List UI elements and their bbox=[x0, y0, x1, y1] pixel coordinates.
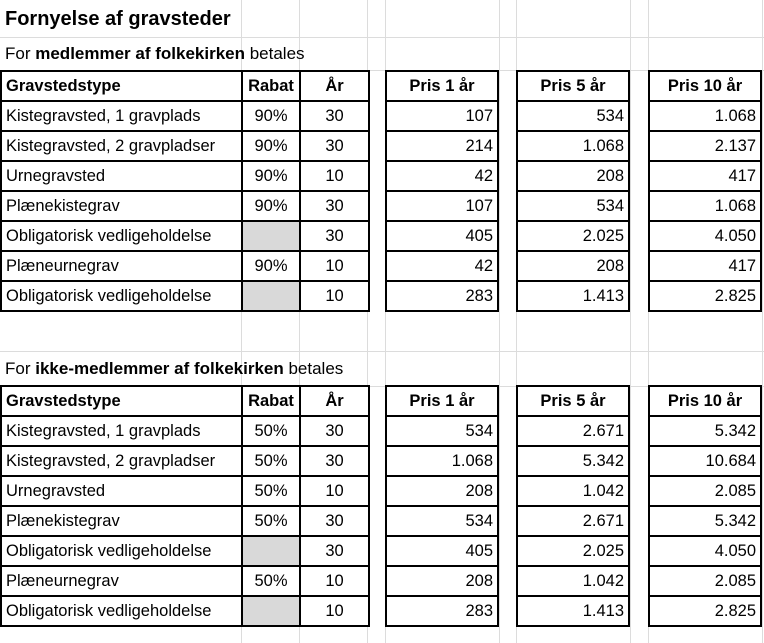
table-header-row bbox=[649, 386, 761, 416]
table-header-row bbox=[1, 386, 369, 416]
cell-years[interactable]: 30 bbox=[300, 506, 369, 536]
cell-price[interactable]: 2.671 bbox=[517, 416, 629, 446]
cell-price[interactable]: 2.025 bbox=[517, 536, 629, 566]
cell-price[interactable]: 283 bbox=[386, 596, 498, 626]
table-row bbox=[649, 251, 761, 281]
cell-years[interactable]: 10 bbox=[300, 251, 369, 281]
cell-price[interactable]: 2.137 bbox=[649, 131, 761, 161]
table-header-row bbox=[1, 71, 369, 101]
cell-grave-type[interactable]: Obligatorisk vedligeholdelse bbox=[1, 221, 242, 251]
table-row bbox=[1, 221, 369, 251]
table-row bbox=[649, 536, 761, 566]
price-table bbox=[516, 385, 630, 627]
table-row bbox=[1, 101, 369, 131]
table-row bbox=[1, 506, 369, 536]
table-row bbox=[649, 596, 761, 626]
cell-price[interactable]: 417 bbox=[649, 161, 761, 191]
section-intro-non-members bbox=[5, 353, 343, 385]
cell-discount[interactable]: 90% bbox=[242, 251, 300, 281]
cell-years[interactable]: 30 bbox=[300, 191, 369, 221]
cell-discount[interactable]: 50% bbox=[242, 416, 300, 446]
cell-price[interactable]: 5.342 bbox=[649, 416, 761, 446]
cell-discount[interactable]: 50% bbox=[242, 506, 300, 536]
cell-grave-type[interactable]: Obligatorisk vedligeholdelse bbox=[1, 596, 242, 626]
cell-price[interactable]: 1.068 bbox=[517, 131, 629, 161]
table-row bbox=[386, 131, 498, 161]
table-row bbox=[386, 191, 498, 221]
table-header-row bbox=[649, 71, 761, 101]
header-price: Pris 1 år bbox=[386, 386, 498, 416]
cell-price[interactable]: 1.042 bbox=[517, 476, 629, 506]
cell-price[interactable]: 5.342 bbox=[517, 446, 629, 476]
price-table bbox=[648, 385, 762, 627]
grid-line bbox=[762, 0, 763, 643]
intro-emphasis: medlemmer af folkekirken bbox=[35, 44, 245, 63]
price-table bbox=[385, 385, 499, 627]
table-header-row bbox=[517, 71, 629, 101]
cell-price[interactable]: 208 bbox=[386, 566, 498, 596]
header-price: Pris 10 år bbox=[649, 71, 761, 101]
cell-price[interactable]: 4.050 bbox=[649, 536, 761, 566]
table-row bbox=[1, 131, 369, 161]
cell-price[interactable]: 42 bbox=[386, 251, 498, 281]
cell-discount[interactable]: 90% bbox=[242, 131, 300, 161]
table-row bbox=[649, 101, 761, 131]
header-price: Pris 5 år bbox=[517, 71, 629, 101]
header-discount: Rabat bbox=[242, 386, 300, 416]
cell-price[interactable]: 534 bbox=[386, 416, 498, 446]
cell-price[interactable]: 2.085 bbox=[649, 566, 761, 596]
table-row bbox=[386, 251, 498, 281]
cell-price[interactable]: 283 bbox=[386, 281, 498, 311]
cell-price[interactable]: 1.042 bbox=[517, 566, 629, 596]
cell-discount[interactable] bbox=[242, 536, 300, 566]
cell-years[interactable]: 30 bbox=[300, 221, 369, 251]
cell-years[interactable]: 10 bbox=[300, 596, 369, 626]
cell-grave-type[interactable]: Obligatorisk vedligeholdelse bbox=[1, 536, 242, 566]
cell-price[interactable]: 107 bbox=[386, 101, 498, 131]
section-intro-members bbox=[5, 38, 305, 70]
table-row bbox=[1, 446, 369, 476]
cell-years[interactable]: 10 bbox=[300, 566, 369, 596]
table-row bbox=[649, 446, 761, 476]
cell-discount[interactable]: 90% bbox=[242, 101, 300, 131]
cell-grave-type[interactable]: Kistegravsted, 2 gravpladser bbox=[1, 446, 242, 476]
table-row bbox=[649, 566, 761, 596]
table-row bbox=[386, 536, 498, 566]
table-row bbox=[517, 446, 629, 476]
table-row bbox=[517, 191, 629, 221]
table-row bbox=[386, 161, 498, 191]
cell-discount[interactable] bbox=[242, 596, 300, 626]
grid-line bbox=[630, 0, 631, 643]
table-row bbox=[386, 596, 498, 626]
cell-price[interactable]: 208 bbox=[517, 161, 629, 191]
cell-grave-type[interactable]: Kistegravsted, 1 gravplads bbox=[1, 101, 242, 131]
table-row bbox=[517, 251, 629, 281]
intro-text: For bbox=[5, 359, 36, 378]
intro-text: betales bbox=[245, 44, 305, 63]
table-row bbox=[386, 221, 498, 251]
cell-discount[interactable]: 90% bbox=[242, 191, 300, 221]
table-row bbox=[386, 476, 498, 506]
table-row bbox=[1, 161, 369, 191]
cell-years[interactable]: 10 bbox=[300, 161, 369, 191]
intro-text: betales bbox=[283, 359, 344, 378]
cell-discount[interactable]: 50% bbox=[242, 566, 300, 596]
price-table bbox=[516, 70, 630, 312]
cell-years[interactable]: 30 bbox=[300, 416, 369, 446]
cell-price[interactable]: 5.342 bbox=[649, 506, 761, 536]
cell-price[interactable]: 2.085 bbox=[649, 476, 761, 506]
intro-text: For bbox=[5, 44, 36, 63]
cell-price[interactable]: 42 bbox=[386, 161, 498, 191]
table-row bbox=[649, 506, 761, 536]
page-title: Fornyelse af gravsteder bbox=[5, 8, 231, 30]
cell-price[interactable]: 2.025 bbox=[517, 221, 629, 251]
cell-years[interactable]: 30 bbox=[300, 536, 369, 566]
table-row bbox=[517, 416, 629, 446]
table-row bbox=[517, 281, 629, 311]
cell-grave-type[interactable]: Kistegravsted, 1 gravplads bbox=[1, 416, 242, 446]
cell-price[interactable]: 107 bbox=[386, 191, 498, 221]
table-row bbox=[649, 161, 761, 191]
table-row bbox=[517, 221, 629, 251]
cell-grave-type[interactable]: Plæneurnegrav bbox=[1, 251, 242, 281]
cell-grave-type[interactable]: Kistegravsted, 2 gravpladser bbox=[1, 131, 242, 161]
cell-years[interactable]: 10 bbox=[300, 281, 369, 311]
table-row bbox=[1, 596, 369, 626]
header-price: Pris 10 år bbox=[649, 386, 761, 416]
table-row bbox=[1, 566, 369, 596]
grave-type-table bbox=[0, 385, 370, 627]
cell-price[interactable]: 534 bbox=[517, 191, 629, 221]
cell-years[interactable]: 10 bbox=[300, 476, 369, 506]
price-table bbox=[648, 70, 762, 312]
table-row bbox=[386, 281, 498, 311]
table-row bbox=[517, 566, 629, 596]
table-row bbox=[517, 536, 629, 566]
cell-price[interactable]: 208 bbox=[386, 476, 498, 506]
cell-price[interactable]: 208 bbox=[517, 251, 629, 281]
header-price: Pris 5 år bbox=[517, 386, 629, 416]
table-row bbox=[649, 416, 761, 446]
table-row bbox=[517, 476, 629, 506]
cell-discount[interactable]: 50% bbox=[242, 476, 300, 506]
table-row bbox=[517, 131, 629, 161]
table-row bbox=[386, 416, 498, 446]
table-row bbox=[386, 446, 498, 476]
cell-price[interactable]: 405 bbox=[386, 221, 498, 251]
cell-grave-type[interactable]: Urnegravsted bbox=[1, 161, 242, 191]
cell-price[interactable]: 417 bbox=[649, 251, 761, 281]
header-grave-type: Gravstedstype bbox=[1, 71, 242, 101]
table-row bbox=[386, 101, 498, 131]
table-row bbox=[649, 221, 761, 251]
cell-price[interactable]: 214 bbox=[386, 131, 498, 161]
table-row bbox=[1, 191, 369, 221]
table-row bbox=[386, 506, 498, 536]
cell-years[interactable]: 30 bbox=[300, 101, 369, 131]
table-row bbox=[1, 536, 369, 566]
cell-discount[interactable] bbox=[242, 281, 300, 311]
cell-price[interactable]: 1.068 bbox=[649, 191, 761, 221]
cell-discount[interactable]: 50% bbox=[242, 446, 300, 476]
table-header-row bbox=[517, 386, 629, 416]
cell-price[interactable]: 1.413 bbox=[517, 596, 629, 626]
grid-line bbox=[499, 0, 500, 643]
cell-discount[interactable]: 90% bbox=[242, 161, 300, 191]
intro-emphasis: ikke-medlemmer af folkekirken bbox=[35, 359, 284, 378]
table-row bbox=[1, 281, 369, 311]
table-row bbox=[386, 566, 498, 596]
cell-grave-type[interactable]: Plæneurnegrav bbox=[1, 566, 242, 596]
cell-grave-type[interactable]: Plænekistegrav bbox=[1, 506, 242, 536]
table-row bbox=[649, 191, 761, 221]
cell-price[interactable]: 534 bbox=[517, 101, 629, 131]
table-row bbox=[649, 281, 761, 311]
table-row bbox=[1, 251, 369, 281]
cell-grave-type[interactable]: Obligatorisk vedligeholdelse bbox=[1, 281, 242, 311]
cell-price[interactable]: 1.068 bbox=[649, 101, 761, 131]
grave-type-table bbox=[0, 70, 370, 312]
cell-price[interactable]: 405 bbox=[386, 536, 498, 566]
cell-price[interactable]: 1.413 bbox=[517, 281, 629, 311]
grid-line bbox=[0, 351, 764, 352]
table-header-row bbox=[386, 386, 498, 416]
cell-price[interactable]: 2.825 bbox=[649, 281, 761, 311]
cell-price[interactable]: 10.684 bbox=[649, 446, 761, 476]
header-discount: Rabat bbox=[242, 71, 300, 101]
table-row bbox=[649, 476, 761, 506]
table-row bbox=[1, 416, 369, 446]
cell-grave-type[interactable]: Plænekistegrav bbox=[1, 191, 242, 221]
cell-years[interactable]: 30 bbox=[300, 131, 369, 161]
header-grave-type: Gravstedstype bbox=[1, 386, 242, 416]
header-years: År bbox=[300, 386, 369, 416]
table-row bbox=[517, 596, 629, 626]
table-row bbox=[649, 131, 761, 161]
cell-discount[interactable] bbox=[242, 221, 300, 251]
header-years: År bbox=[300, 71, 369, 101]
table-header-row bbox=[386, 71, 498, 101]
cell-grave-type[interactable]: Urnegravsted bbox=[1, 476, 242, 506]
cell-price[interactable]: 534 bbox=[386, 506, 498, 536]
price-table bbox=[385, 70, 499, 312]
header-price: Pris 1 år bbox=[386, 71, 498, 101]
cell-price[interactable]: 2.671 bbox=[517, 506, 629, 536]
cell-price[interactable]: 2.825 bbox=[649, 596, 761, 626]
table-row bbox=[1, 476, 369, 506]
cell-price[interactable]: 1.068 bbox=[386, 446, 498, 476]
table-row bbox=[517, 161, 629, 191]
table-row bbox=[517, 101, 629, 131]
cell-years[interactable]: 30 bbox=[300, 446, 369, 476]
cell-price[interactable]: 4.050 bbox=[649, 221, 761, 251]
table-row bbox=[517, 506, 629, 536]
